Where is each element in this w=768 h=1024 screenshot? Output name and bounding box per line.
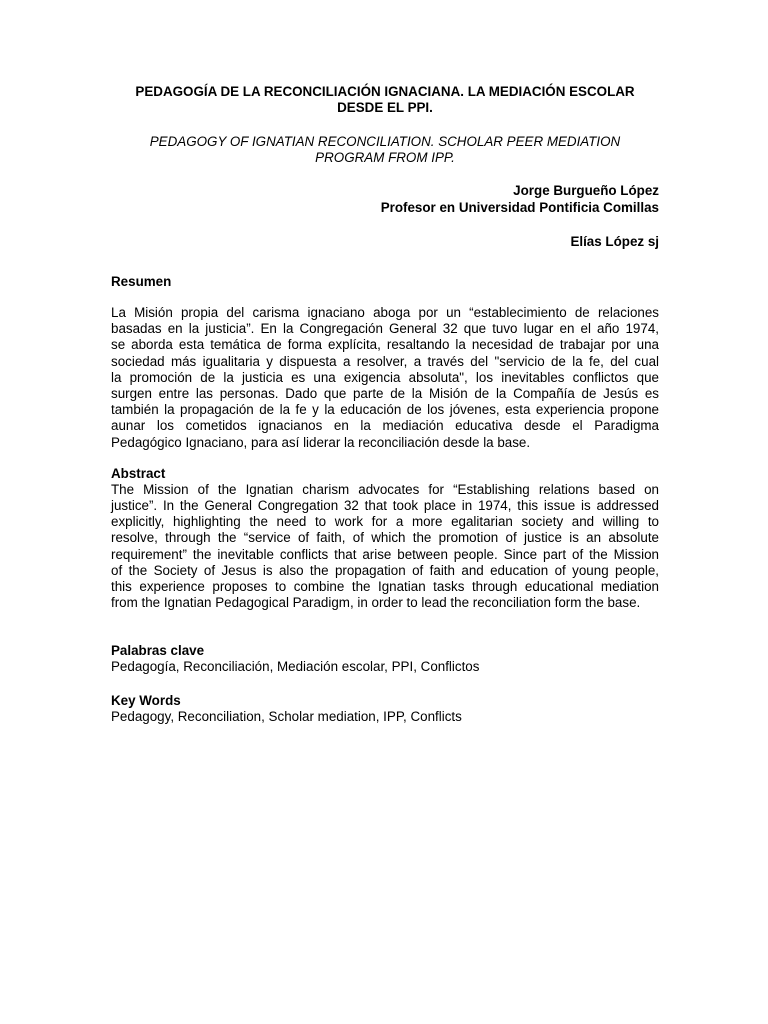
resumen-line: también la propagación de la fe y la educación de los jóvenes, esta experiencia propone (111, 402, 659, 418)
key-words-heading: Key Words (111, 692, 181, 708)
title-spanish-line: PEDAGOGÍA DE LA RECONCILIACIÓN IGNACIANA. LA MEDIACIÓN ESCOLAR (135, 84, 635, 99)
abstract-section (111, 466, 659, 612)
title-spanish (111, 84, 659, 116)
title-english-line: PEDAGOGY OF IGNATIAN RECONCILIATION. SCHOLAR PEER MEDIATION (149, 134, 621, 149)
resumen-line: surgen entre las personas. Dado que parte de la Misión de la Compañía de Jesús es (111, 386, 659, 402)
abstract-line: justice”. In the General Congregation 32 that took place in 1974, this issue is addressed (111, 498, 659, 514)
resumen-line: sociedad más igualitaria y dispuesta a resolver, a través del "servicio de la fe, del cual (111, 353, 659, 369)
palabras-clave-heading: Palabras clave (111, 643, 205, 659)
abstract-line: this experience proposes to combine the Ignatian tasks through educational mediation (111, 579, 659, 595)
resumen-paragraph (111, 305, 659, 451)
abstract-line: of the Society of Jesus is also the propagation of faith and education of young people, (111, 562, 659, 578)
title-english-line: PROGRAM FROM IPP. (315, 150, 455, 165)
title-spanish-line: DESDE EL PPI. (337, 100, 433, 115)
resumen-section (111, 274, 659, 451)
palabras-clave-text: Pedagogía, Reconciliación, Mediación escolar, PPI, Conflictos (111, 659, 480, 675)
abstract-paragraph (111, 482, 659, 612)
abstract-heading: Abstract (111, 465, 166, 481)
author2-name: Elías López sj (570, 234, 659, 249)
resumen-line: se aborda esta temática de forma explícita, resaltando la necesidad de trabajar por una (111, 337, 659, 353)
paper-page (111, 84, 659, 725)
key-words-section (111, 693, 659, 725)
resumen-heading: Resumen (111, 274, 172, 289)
abstract-line: resolve, through the “service of faith, of which the promotion of justice is an absolute (111, 530, 659, 546)
abstract-line: from the Ignatian Pedagogical Paradigm, in order to lead the reconciliation form the base. (111, 595, 641, 611)
resumen-line: la promoción de la justicia es una exigencia absoluta", los inevitables conflictos que (111, 369, 659, 385)
author1-affiliation: Profesor en Universidad Pontificia Comillas (380, 200, 659, 215)
abstract-line: requirement” the inevitable conflicts that arise between people. Since part of the Mission (111, 546, 659, 562)
title-english (111, 134, 659, 166)
author-block (111, 182, 659, 250)
abstract-line: The Mission of the Ignatian charism advocates for “Establishing relations based on (111, 481, 659, 497)
resumen-line: Pedagógico Ignaciano, para así liderar la reconciliación desde la base. (111, 434, 531, 450)
key-words-text: Pedagogy, Reconciliation, Scholar mediation, IPP, Conflicts (111, 708, 462, 724)
palabras-clave-section (111, 643, 659, 675)
resumen-line: aunar los cometidos ignacianos en la mediación educativa desde el Paradigma (111, 418, 659, 434)
resumen-line: basadas en la justicia”. En la Congregación General 32 que tuvo lugar en el año 1974, (111, 321, 659, 337)
resumen-line: La Misión propia del carisma ignaciano aboga por un “establecimiento de relaciones (111, 305, 659, 320)
author1-name: Jorge Burgueño López (513, 183, 659, 198)
abstract-line: explicitly, highlighting the need to work for a more egalitarian society and willing to (111, 514, 659, 530)
